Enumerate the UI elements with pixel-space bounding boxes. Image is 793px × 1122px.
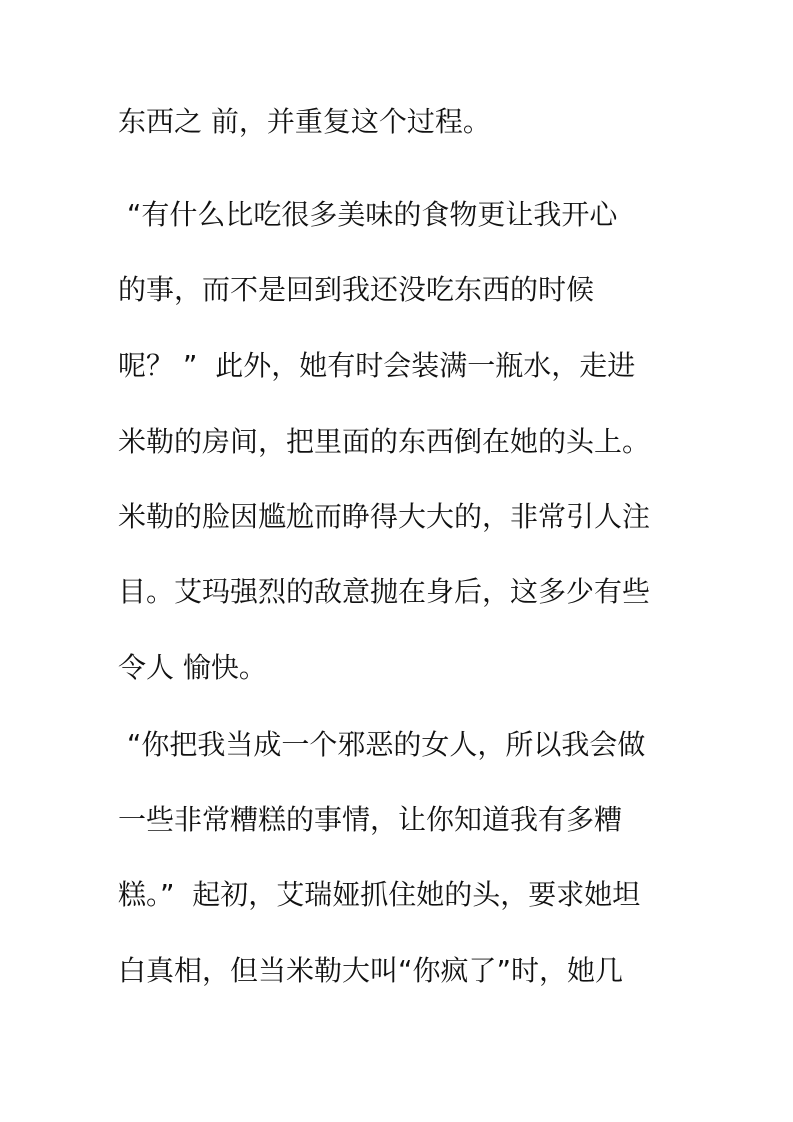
text-line: “有什么比吃很多美味的食物更让我开心	[118, 198, 618, 231]
text-line: 呢？ ” 此外，她有时会装满一瓶水，走进	[118, 349, 636, 382]
text-line: 白真相，但当米勒大叫“你疯了”时，她几	[118, 954, 624, 987]
text-line: 糕。” 起初，艾瑞娅抓住她的头，要求她坦	[118, 878, 641, 911]
text-line: 东西之 前，并重复这个过程。	[118, 105, 491, 138]
text-line: “你把我当成一个邪恶的女人，所以我会做	[118, 728, 646, 761]
text-line: 米勒的脸因尴尬而睁得大大的，非常引人注	[118, 500, 651, 533]
text-line: 令人 愉快。	[118, 651, 267, 684]
text-line: 一些非常糟糕的事情，让你知道我有多糟	[118, 803, 623, 836]
text-line: 目。艾玛强烈的敌意抛在身后，这多少有些	[118, 575, 651, 608]
text-line: 的事，而不是回到我还没吃东西的时候	[118, 273, 595, 306]
text-line: 米勒的房间，把里面的东西倒在她的头上。	[118, 425, 651, 458]
